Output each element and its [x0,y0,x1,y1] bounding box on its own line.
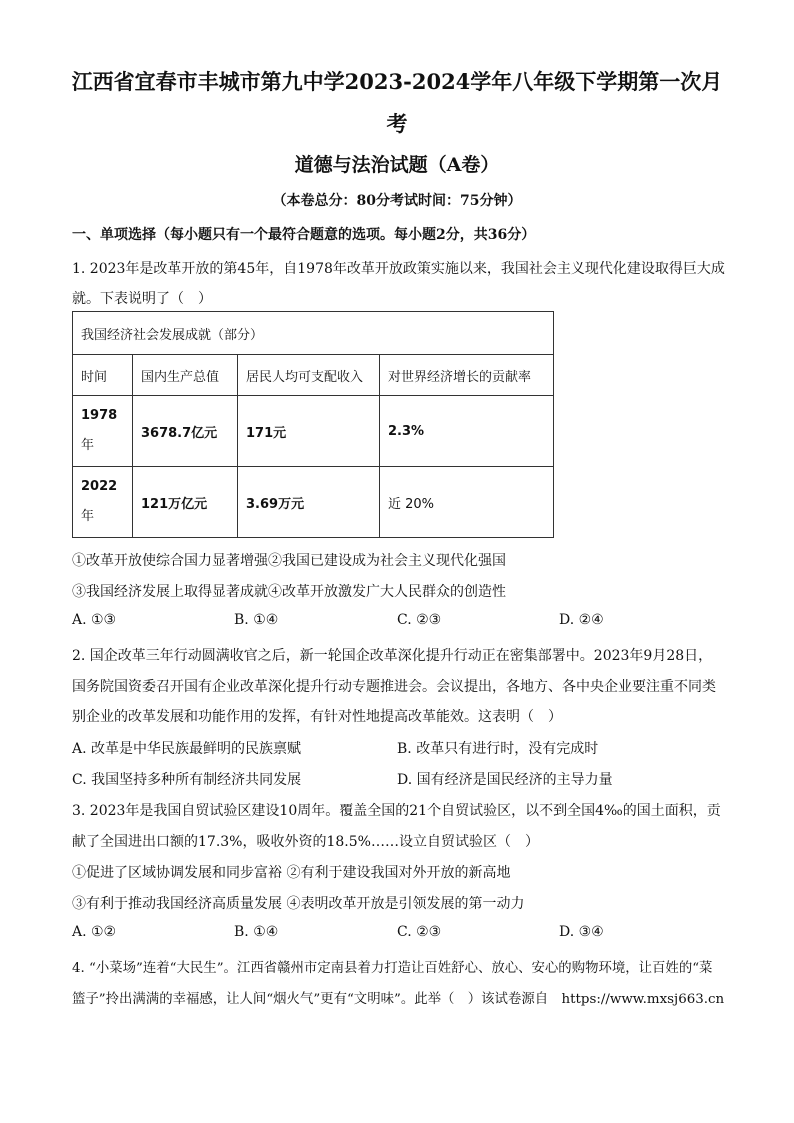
table-cell-income: 3.69万元 [238,467,380,538]
q3-stem-line2: 献了全国进出口额的17.3%，吸收外资的18.5%……设立自贸试验区（ ） [72,834,539,850]
option-b[interactable]: B. 改革只有进行时，没有完成时 [397,741,599,757]
table-cell-gdp: 3678.7亿元 [133,396,238,467]
q3-stem-line1: 3. 2023年是我国自贸试验区建设10周年。覆盖全国的21个自贸试验区，以不到全国4‰的国土面积，贡 [72,803,721,819]
table-cell-rate: 近 20% [380,467,554,538]
option-d[interactable]: D. ②④ [559,612,604,628]
option-c[interactable]: C. 我国坚持多种所有制经济共同发展 [72,772,302,788]
table-cell-year [73,467,133,538]
year-unit: 年 [81,509,95,524]
q1-statement-2: ③我国经济发展上取得显著成就④改革开放激发广大人民群众的创造性 [72,584,506,600]
option-c[interactable]: C. ②③ [397,612,442,628]
exam-title-line2: 考 [386,111,408,136]
q1-stem-line1: 1. 2023年是改革开放的第45年，自1978年改革开放政策实施以来，我国社会主义现代化建设取得巨大成 [72,261,725,277]
table-header-cell: 国内生产总值 [133,355,238,396]
table-header-cell: 时间 [73,355,133,396]
q3-statement-1: ①促进了区域协调发展和同步富裕 ②有利于建设我国对外开放的新高地 [72,865,511,881]
table-cell-year [73,396,133,467]
q3-statement-2: ③有利于推动我国经济高质量发展 ④表明改革开放是引领发展的第一动力 [72,896,525,912]
option-d[interactable]: D. ③④ [559,924,604,940]
exam-subject-title: 道德与法治试题（A卷） [294,154,500,176]
table-caption: 我国经济社会发展成就（部分） [73,312,554,355]
table-row [73,396,554,467]
q1-statement-1: ①改革开放使综合国力显著增强②我国已建设成为社会主义现代化强国 [72,553,506,569]
section-heading: 一、单项选择（每小题只有一个最符合题意的选项。每小题2分，共36分） [72,227,536,243]
year-unit: 年 [81,438,95,453]
exam-title-line1: 江西省宜春市丰城市第九中学2023-2024学年八年级下学期第一次月 [71,69,723,94]
option-a[interactable]: A. ①② [72,924,117,940]
table-row [73,467,554,538]
q2-stem-line3: 别企业的改革发展和功能作用的发挥，有针对性地提高改革能效。这表明（ ） [72,709,562,725]
option-b[interactable]: B. ①④ [234,612,279,628]
option-c[interactable]: C. ②③ [397,924,442,940]
q1-data-table [72,311,554,538]
exam-info: （本卷总分：80分考试时间：75分钟） [272,193,522,209]
q2-stem-line2: 国务院国资委召开国有企业改革深化提升行动专题推进会。会议提出，各地方、各中央企业要注重不同类 [72,679,716,695]
option-a[interactable]: A. ①③ [72,612,117,628]
q1-stem-line2: 就。下表说明了（ ） [72,291,212,307]
q2-stem-line1: 2. 国企改革三年行动圆满收官之后，新一轮国企改革深化提升行动正在密集部署中。2023年9月28日， [72,648,713,664]
option-d[interactable]: D. 国有经济是国民经济的主导力量 [397,772,613,788]
table-cell-gdp: 121万亿元 [133,467,238,538]
table-cell-rate: 2.3% [380,396,554,467]
table-cell-income: 171元 [238,396,380,467]
q4-stem-line2: 篮子”拎出满满的幸福感，让人间“烟火气”更有“文明味”。此举（ ）该试卷源自 https://www.mxsj663.cn [72,992,725,1007]
table-header-cell: 对世界经济增长的贡献率 [380,355,554,396]
year-value: 1978 [81,408,118,423]
table-header-cell: 居民人均可支配收入 [238,355,380,396]
option-b[interactable]: B. ①④ [234,924,279,940]
q4-stem-line1: 4. “小菜场”连着“大民生”。江西省赣州市定南县着力打造让百姓舒心、放心、安心的购物环境，让百姓的“菜 [72,961,713,976]
option-a[interactable]: A. 改革是中华民族最鲜明的民族禀赋 [72,741,302,757]
year-value: 2022 [81,479,118,494]
